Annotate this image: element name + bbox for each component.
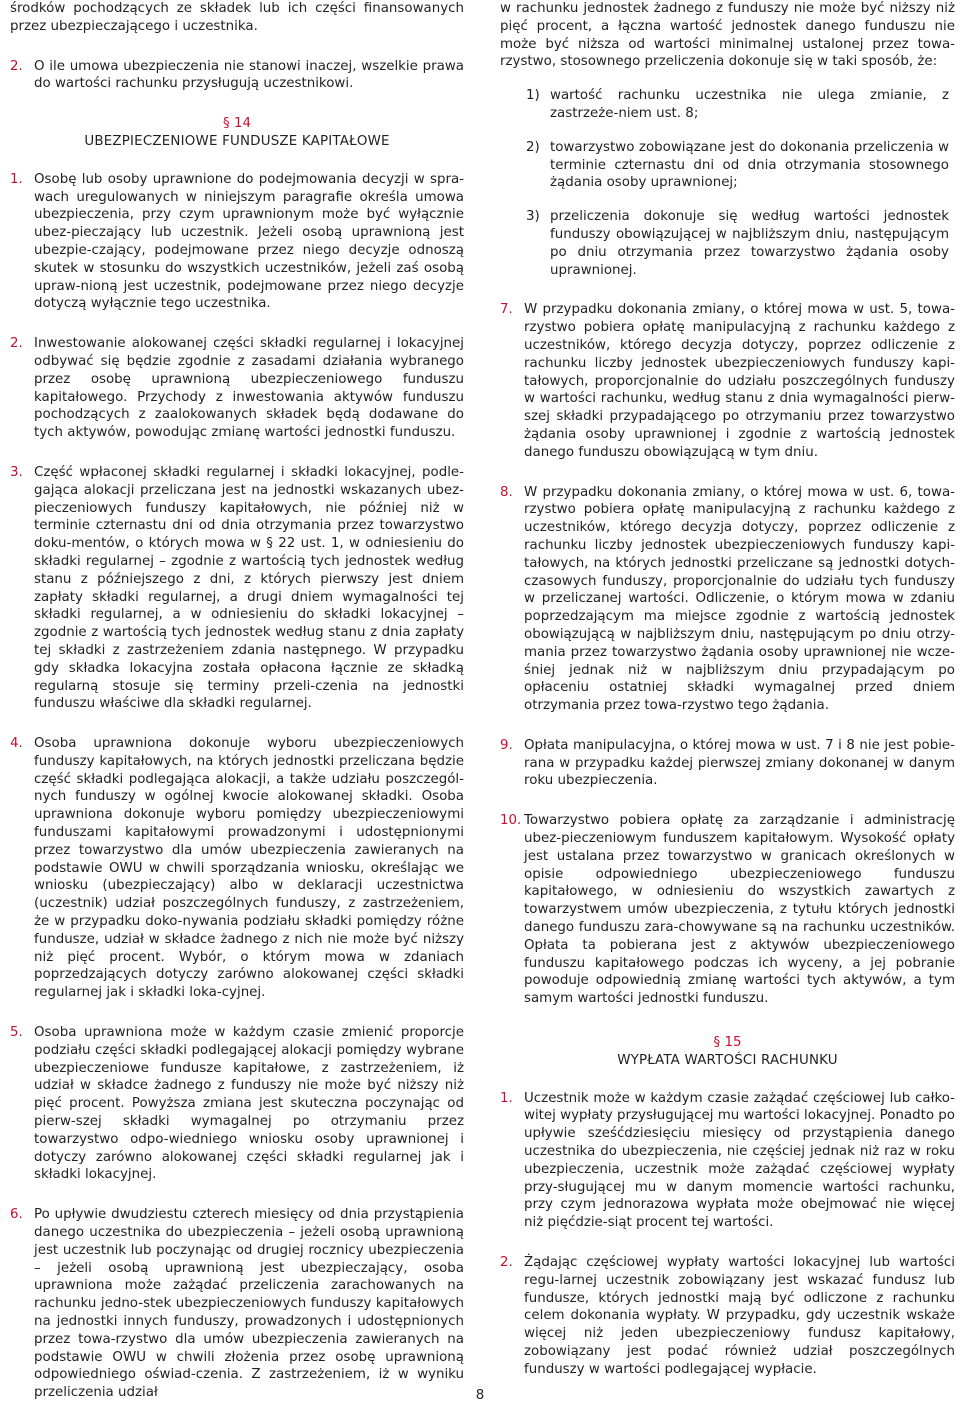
item-number: 1. — [10, 171, 23, 187]
section-symbol: § 15 — [713, 1035, 742, 1051]
sub-item-number: 2) — [526, 139, 540, 155]
item-number: 2. — [500, 1255, 513, 1271]
list-item — [10, 335, 464, 442]
section-15-heading — [500, 1034, 955, 1070]
list-item — [10, 171, 464, 313]
item-number: 2. — [10, 336, 23, 352]
list-item — [500, 1254, 955, 1379]
item-number: 5. — [10, 1025, 23, 1041]
section-14-heading — [10, 115, 464, 151]
item-text: Inwestowanie alokowanej części składki regularnej i lokacyjnej odbywać się będzie zgodnie z zasadami działania wybranego przez osobę uprawnioną ubezpieczeniowego funduszu kapitałowego. Przychody z inwestowania aktywów funduszu pochodzących z zaalokowanych składek będą dodawane do tych aktywów, powodując zmianę wartości jednostki funduszu. — [34, 336, 464, 441]
item-text: Żądając częściowej wypłaty wartości lokacyjnej lub wartości regu-larnej uczestnik zobowiązany jest wskazać fundusz lub fundusze, których jednostki mają być odliczone z rachunku celem dokonania wypłaty. W przypadku, gdy uczestnik wskaże więcej niż jeden ubezpieczeniowy fundusz kapitałowy, zobowiązany jest podać również udział poszczególnych funduszy w wartości podlegającej wypłacie. — [524, 1255, 955, 1377]
list-item — [10, 1206, 464, 1402]
sub-item — [500, 87, 955, 123]
item-text: Osobę lub osoby uprawnione do podejmowania decyzji w spra-wach uregulowanych w niniejszym paragrafie określa umowa ubezpieczenia, przy czym uprawnionym może być wyłącznie ubez-pieczający lub uczestnik. Jeżeli osobą uprawnioną jest ubezpie-czający, podejmowane przez niego decyzje odnoszą skutek w stosunku do wszystkich uczestników, jeżeli zaś osobą upraw-nioną jest uczestnik, podejmowane przez niego decyzje dotyczą wyłącznie tego uczestnika. — [34, 171, 464, 312]
left-column — [10, 0, 464, 1424]
item-number: 9. — [500, 737, 513, 753]
item-text: Część wpłaconej składki regularnej i składki lokacyjnej, podle-gająca alokacji przeliczana jest na jednostki wskazanych ubez-pieczeniowych funduszy kapitałowych, nie później niż w terminie czternastu dni od dnia otrzymania przez towarzystwo doku-mentów, o których mowa w § 22 ust. 1, w odniesieniu do składki regularnej – zgodnie z wartością tych jednostek według stanu z późniejszego z dni, z których pierwszy jest dniem zapłaty składki regularnej, a drugi dniem wymagalności tej składki regularnej, a w odniesieniu do składki lokacyjnej – zgodnie z wartością tych jednostek według stanu z dnia zapłaty tej składki z zastrzeżeniem zdania następnego. W przypadku gdy składka lokacyjna została opłacona łącznie ze składką regularną stosuje się terminy przeli-czenia na jednostki funduszu właściwe dla składki regularnej. — [34, 464, 464, 712]
item-text: Opłata manipulacyjna, o której mowa w ust. 7 i 8 nie jest pobie-rana w przypadku każdej pierwszej zmiany dokonanej w danym roku ubezpieczenia. — [524, 737, 955, 789]
item-text: Osoba uprawniona dokonuje wyboru ubezpieczeniowych funduszy kapitałowych, na których jednostki przeliczana będzie część składki podlegająca alokacji, a także udziału poszczegól-nych funduszy w ogólnej kwocie alokowanej składki. Osoba uprawniona dokonuje wyboru pomiędzy ubezpieczeniowymi funduszami kapitałowymi prowadzonymi i udostępnionymi przez towarzystwo dla umów ubezpieczenia zawieranych na podstawie OWU w chwili sporządzania wniosku, określając we wniosku (ubezpieczający) albo w deklaracji uczestnictwa (uczestnik) udział poszczególnych funduszy, z zastrzeżeniem, że w przypadku doko-nywania podziału składki pomiędzy różne fundusze, udział w składce żadnego z nich nie może być niższy niż pięć procent. Wybór, o którym mowa w zdaniach poprzedzających dotyczy zarówno alokowanej części składki regularnej jak i składki loka-cyjnej. — [34, 736, 464, 1001]
item-number: 6. — [10, 1207, 23, 1223]
item-text: Uczestnik może w każdym czasie zażądać częściowej lub całko-witej wypłaty przysługującej mu wartości lokacyjnej. Ponadto po upływie sześćdziesięciu miesięcy od przystąpienia danego uczestnika do ubezpieczenia, nie częściej jednak niż raz w roku ubezpieczenia, uczestnik może zażądać częściowej wypłaty przy-sługującej mu w danym momencie wartości rachunku, przy czym jednorazowa wypłata może obejmować nie więcej niż pięćdzie-siąt procent tej wartości. — [524, 1090, 955, 1231]
item-number: 8. — [500, 484, 513, 500]
list-item — [500, 812, 955, 1008]
s13-item-2 — [10, 58, 464, 94]
list-item — [10, 1024, 464, 1184]
section-symbol: § 14 — [223, 116, 251, 132]
page-number: 8 — [475, 1388, 485, 1403]
item-text: O ile umowa ubezpieczenia nie stanowi inaczej, wszelkie prawa do wartości rachunku przysługują uczestnikowi. — [34, 58, 464, 92]
item-number: 4. — [10, 736, 23, 752]
sub-item-text: przeliczenia dokonuje się według wartości jednostek funduszy obowiązującej w najbliższym dniu, następującym po dniu otrzymania przez towarzystwo żądania osoby uprawnionej. — [550, 209, 949, 278]
item-text: Osoba uprawniona może w każdym czasie zmienić proporcje podziału części składki podlegającej alokacji pomiędzy wybrane ubezpieczeniowe fundusze kapitałowe, z zastrzeżeniem, iż udział w składce żadnego z funduszy nie może być niższy niż pięć procent. Powyższa zmiana jest skuteczna poczynając od pierw-szej składki wymagalnej po otrzymaniu przez towarzystwo odpo-wiedniego wniosku osoby uprawnionej i dotyczy zarówno alokowanej części składki regularnej jak i składki lokacyjnej. — [34, 1025, 464, 1183]
right-column — [500, 0, 955, 1401]
sub-item-number: 3) — [526, 209, 540, 225]
list-item — [500, 737, 955, 790]
list-item — [500, 484, 955, 715]
item-text: W przypadku dokonania zmiany, o której mowa w ust. 6, towa-rzystwo pobiera opłatę manipulacyjną z rachunku każdego z uczestników, którego decyzja dotyczy, poprzez odliczenie z rachunku liczby jednostek ubezpieczeniowych funduszy kapi-tałowych, na których jednostki przeliczane są jednostki dotych-czasowych funduszy, proporcjonalnie do udziału tych funduszy w przeliczanej wartości. Odliczenie, o którym mowa w zdaniu poprzedzającym ma miejsce zgodnie z wartością jednostek obowiązującą w najbliższym dniu, następującym po dniu otrzy-mania przez towarzystwo żądania osoby uprawnionej nie wcze-śniej jednak niż w najbliższym dniu przypadającym po opłaceniu ostatniej składki wymagalnej przed dniem otrzymania przez towa-rzystwo tego żądania. — [524, 484, 955, 714]
section-title: UBEZPIECZENIOWE FUNDUSZE KAPITAŁOWE — [84, 133, 390, 149]
sub-item-text: wartość rachunku uczestnika nie ulega zmianie, z zastrzeże-niem ust. 8; — [550, 88, 949, 121]
sub-item-text: towarzystwo zobowiązane jest do dokonania przeliczenia w terminie czternastu dni od dnia otrzymania stosownego żądania osoby uprawnionej; — [550, 139, 949, 191]
item-number: 10. — [500, 813, 522, 829]
list-item — [500, 301, 955, 461]
sub-item — [500, 139, 955, 192]
sub-item-number: 1) — [526, 88, 540, 104]
item-number: 3. — [10, 464, 23, 480]
item-text: Po upływie dwudziestu czterech miesięcy od dnia przystąpienia danego uczestnika do ubezpieczenia – jeżeli osobą uprawnioną jest uczestnik lub poczynając od drugiej rocznicy ubezpieczenia – jeżeli osobą uprawnioną jest ubezpieczający, osoba uprawniona może zażądać przeliczenia zarachowanych na rachunku jedno-stek ubezpieczeniowych funduszy kapitałowych na jednostki innych funduszy, prowadzonych i udostępnionych przez towa-rzystwo dla umów ubezpieczenia zawieranych na podstawie OWU w chwili złożenia przez osobę uprawnioną odpowiedniego oświad-czenia. Z zastrzeżeniem, iż w wyniku przeliczenia udział — [34, 1207, 464, 1401]
list-item — [10, 464, 464, 713]
list-item — [10, 735, 464, 1002]
sub-item — [500, 208, 955, 279]
list-item — [500, 1090, 955, 1232]
intro-paragraph: środków pochodzących ze składek lub ich części finansowanych przez ubezpieczającego i uczestnika. — [10, 1, 464, 34]
item-text: Towarzystwo pobiera opłatę za zarządzanie i administrację ubez-pieczeniowym funduszem kapitałowym. Wysokość opłaty jest ustalana przez towarzystwo w granicach określonych w opisie odpowiedniego ubezpieczeniowego funduszu kapitałowego, w odniesieniu do wszystkich zawartych z towarzystwem umów ubezpieczenia, z tytułu których jednostki danego funduszu zara-chowywane są na rachunku uczestników. Opłata ta pobierana jest z aktywów ubezpieczeniowego funduszu kapitałowego podczas ich wyceny, a jej pobranie powoduje odpowiednią zmianę wartości tych aktywów, a tym samym wartości jednostki funduszu. — [524, 813, 955, 1007]
item-number: 2. — [10, 58, 23, 74]
continuation-paragraph: w rachunku jednostek żadnego z funduszy nie może być niższy niż pięć procent, a łączna wartość jednostek danego funduszu nie może być niższa od wartości minimalnej ustalonej przez towa-rzystwo, stosownego przeliczenia dokonuje się w taki sposób, że: — [500, 1, 955, 70]
item-number: 7. — [500, 302, 513, 318]
item-text: W przypadku dokonania zmiany, o której mowa w ust. 5, towa-rzystwo pobiera opłatę manipulacyjną z rachunku każdego z uczestników, którego decyzja dotyczy, poprzez odliczenie z rachunku liczby jednostek ubezpieczeniowych funduszy kapi-tałowych, proporcjonalnie do udziału poszczególnych funduszy w wartości rachunku, według stanu z dnia wymagalności pierw-szej składki przypadającego po otrzymaniu przez towarzystwo żądania osoby uprawnionej i zgodnie z wartością jednostek danego funduszu obowiązującą w tym dniu. — [524, 302, 955, 460]
item-number: 1. — [500, 1090, 513, 1106]
section-title: WYPŁATA WARTOŚCI RACHUNKU — [617, 1052, 838, 1068]
